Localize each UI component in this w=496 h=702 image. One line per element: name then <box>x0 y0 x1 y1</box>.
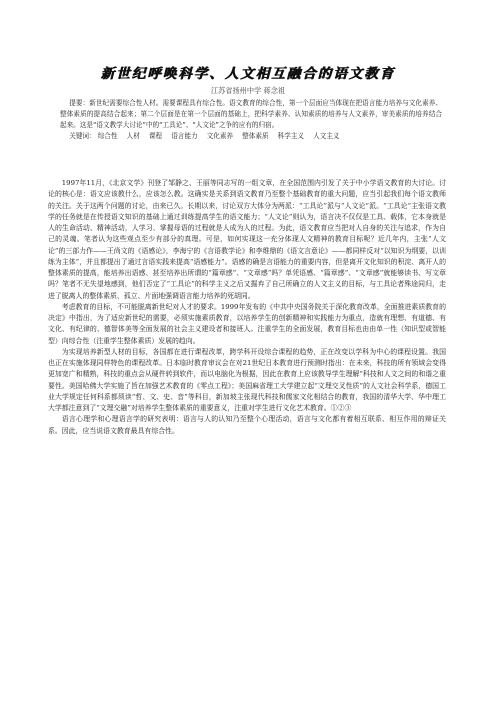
keywords-label: 关键词： <box>69 132 96 140</box>
keyword: 科学主义 <box>277 132 305 140</box>
abstract-block <box>60 98 442 142</box>
keyword: 文化素养 <box>206 132 234 140</box>
keyword: 综合性 <box>97 132 118 140</box>
author-line: 江苏省扬州中学 蒋念祖 <box>210 86 286 95</box>
body-paragraph: 考虑教育的目标，不可能脱离新世纪对人才的要求。1999年发布的《中共中央国务院关于深化教育改革，全面推进素质教育的决定》中指出，为了适应新世纪的需要，必须实施素质教育，以培养学生的创新精神和实践能力为重点，造就有理想、有道德、有文化、有纪律的、德智体美等全面发展的社会主义建设者和接班人。注重学生的全面发展，教育目标也由由单一性（知识型或智能型）向综合性（注重学生整体素质）发展的趋向。 <box>48 302 446 345</box>
keyword: 整体素质 <box>242 132 269 140</box>
body-paragraph: 语言心理学和心理语言学的研究表明：语言与人的认知乃至整个心理活动，语言与文化都有着相互联系、相互作用的辩证关系。因此，应当说语文教育最具有综合性。 <box>48 415 446 435</box>
keywords-line <box>60 131 442 142</box>
keyword: 人材 <box>126 132 140 140</box>
abstract-text: 提要：新世纪需要综合性人材。需要课程具有综合性。语文教育的综合性，第一个层面应当体现在把语言能力培养与文化素养、整体素质的提高结合起来；第二个层面是在第一个层面的基础上，把科学素养、认知素质的培养与人文素养，审美素质的培养结合起来。这是“语文教学大讨论”中的“工具论”、“人文论”之争的应有的归宿。 <box>60 99 442 129</box>
keyword: 语言能力 <box>171 132 198 140</box>
keyword: 课程 <box>148 132 163 140</box>
body-paragraph: 为实现培养新型人材的目标，各国都在进行课程改革，跨学科开设综合课程的趋势，正在改变以学科为中心的课程设置。我国也正在实施体现同样特色的课程改革。日本临时教育审议会在对21世纪日本教育进行预测时指出：在未来，科技的所有领域会变得更加宽广和精熟，科技的重点会从硬件转到软件，而以电脑化为根据，因此在教育上应该教导学生理解“科技和人文之间的和谐之重要性。美国哈佛大学实施了旨在加强艺术教育的《零点工程》；美国麻省理工大学建立起“文理交叉性质”的人文社会科学系，德国工业大学规定任何科系都须读“哲、文、史、音”等科目，新加坡主张现代科技和儒家文化相结合的教育，我国的清华大学、华中理工大学都注意到了“文理交融”对培养学生整体素质的重要意义，注重对学生进行文化艺术教育。①②③ <box>48 347 446 412</box>
body-paragraph: 1997年11月，《北京文学》刊登了邹静之、王丽等同志写的一组文章，在全国范围内引发了关于中小学语文教育的大讨论。讨论的核心是：语文应该教什么，应该怎么教。这确实是关系到语文教育乃至整个基础教育的重大问题，应当引起我们每个语文教师的关注。关于这两个问题的讨论，由来已久。长期以来，讨论双方大体分为两派：“工具论”派与“人文论”派。“工具论”主张语文教学的任务就是在传授语文知识的基础上通过训练提高学生的语文能力；“人文论”则认为，语言决不仅仅是工具、载体，它本身就是人的生命活动、精神活动，人学习、掌握母语的过程就是人成为人的过程。为此，语文教育应当把对人自身的关注与追求，作为自己的灵魂。笔者认为这些观点至少有部分的真理。可是，如何实现这一充分体现人文精神的教育目标呢？近几年内，主张“人文论”的三部力作——王尚文的《语感论》，李海宁的《言语教学论》和李维鼎的《语文言意论》——都同样反对“以知识为纲要，以训练为主体”，并且都提出了通过言语实践来提高“语感能力”。语感的确是言语能力的重要内容，但是离开文化知识的积淀、离开人的整体素质的提高，能培养出语感、甚至培养出所谓的“篇章感”、“文章感”吗？单凭语感、“篇章感”、“文章感”就能够读书、写文章吗？笔者不无失望地感到，他们否定了“工具论”的科学主义之后又掘弃了自己所确立的人文主义的目标，与工具论者殊途同归，走进了脱离人的整体素质、孤立、片面地强调语言能力培养的死胡同。 <box>48 179 446 300</box>
keyword: 人文主义 <box>313 132 340 140</box>
article-title: 新世纪呼唤科学、人文相互融合的语文教育 <box>100 66 396 82</box>
article-body <box>48 178 446 437</box>
